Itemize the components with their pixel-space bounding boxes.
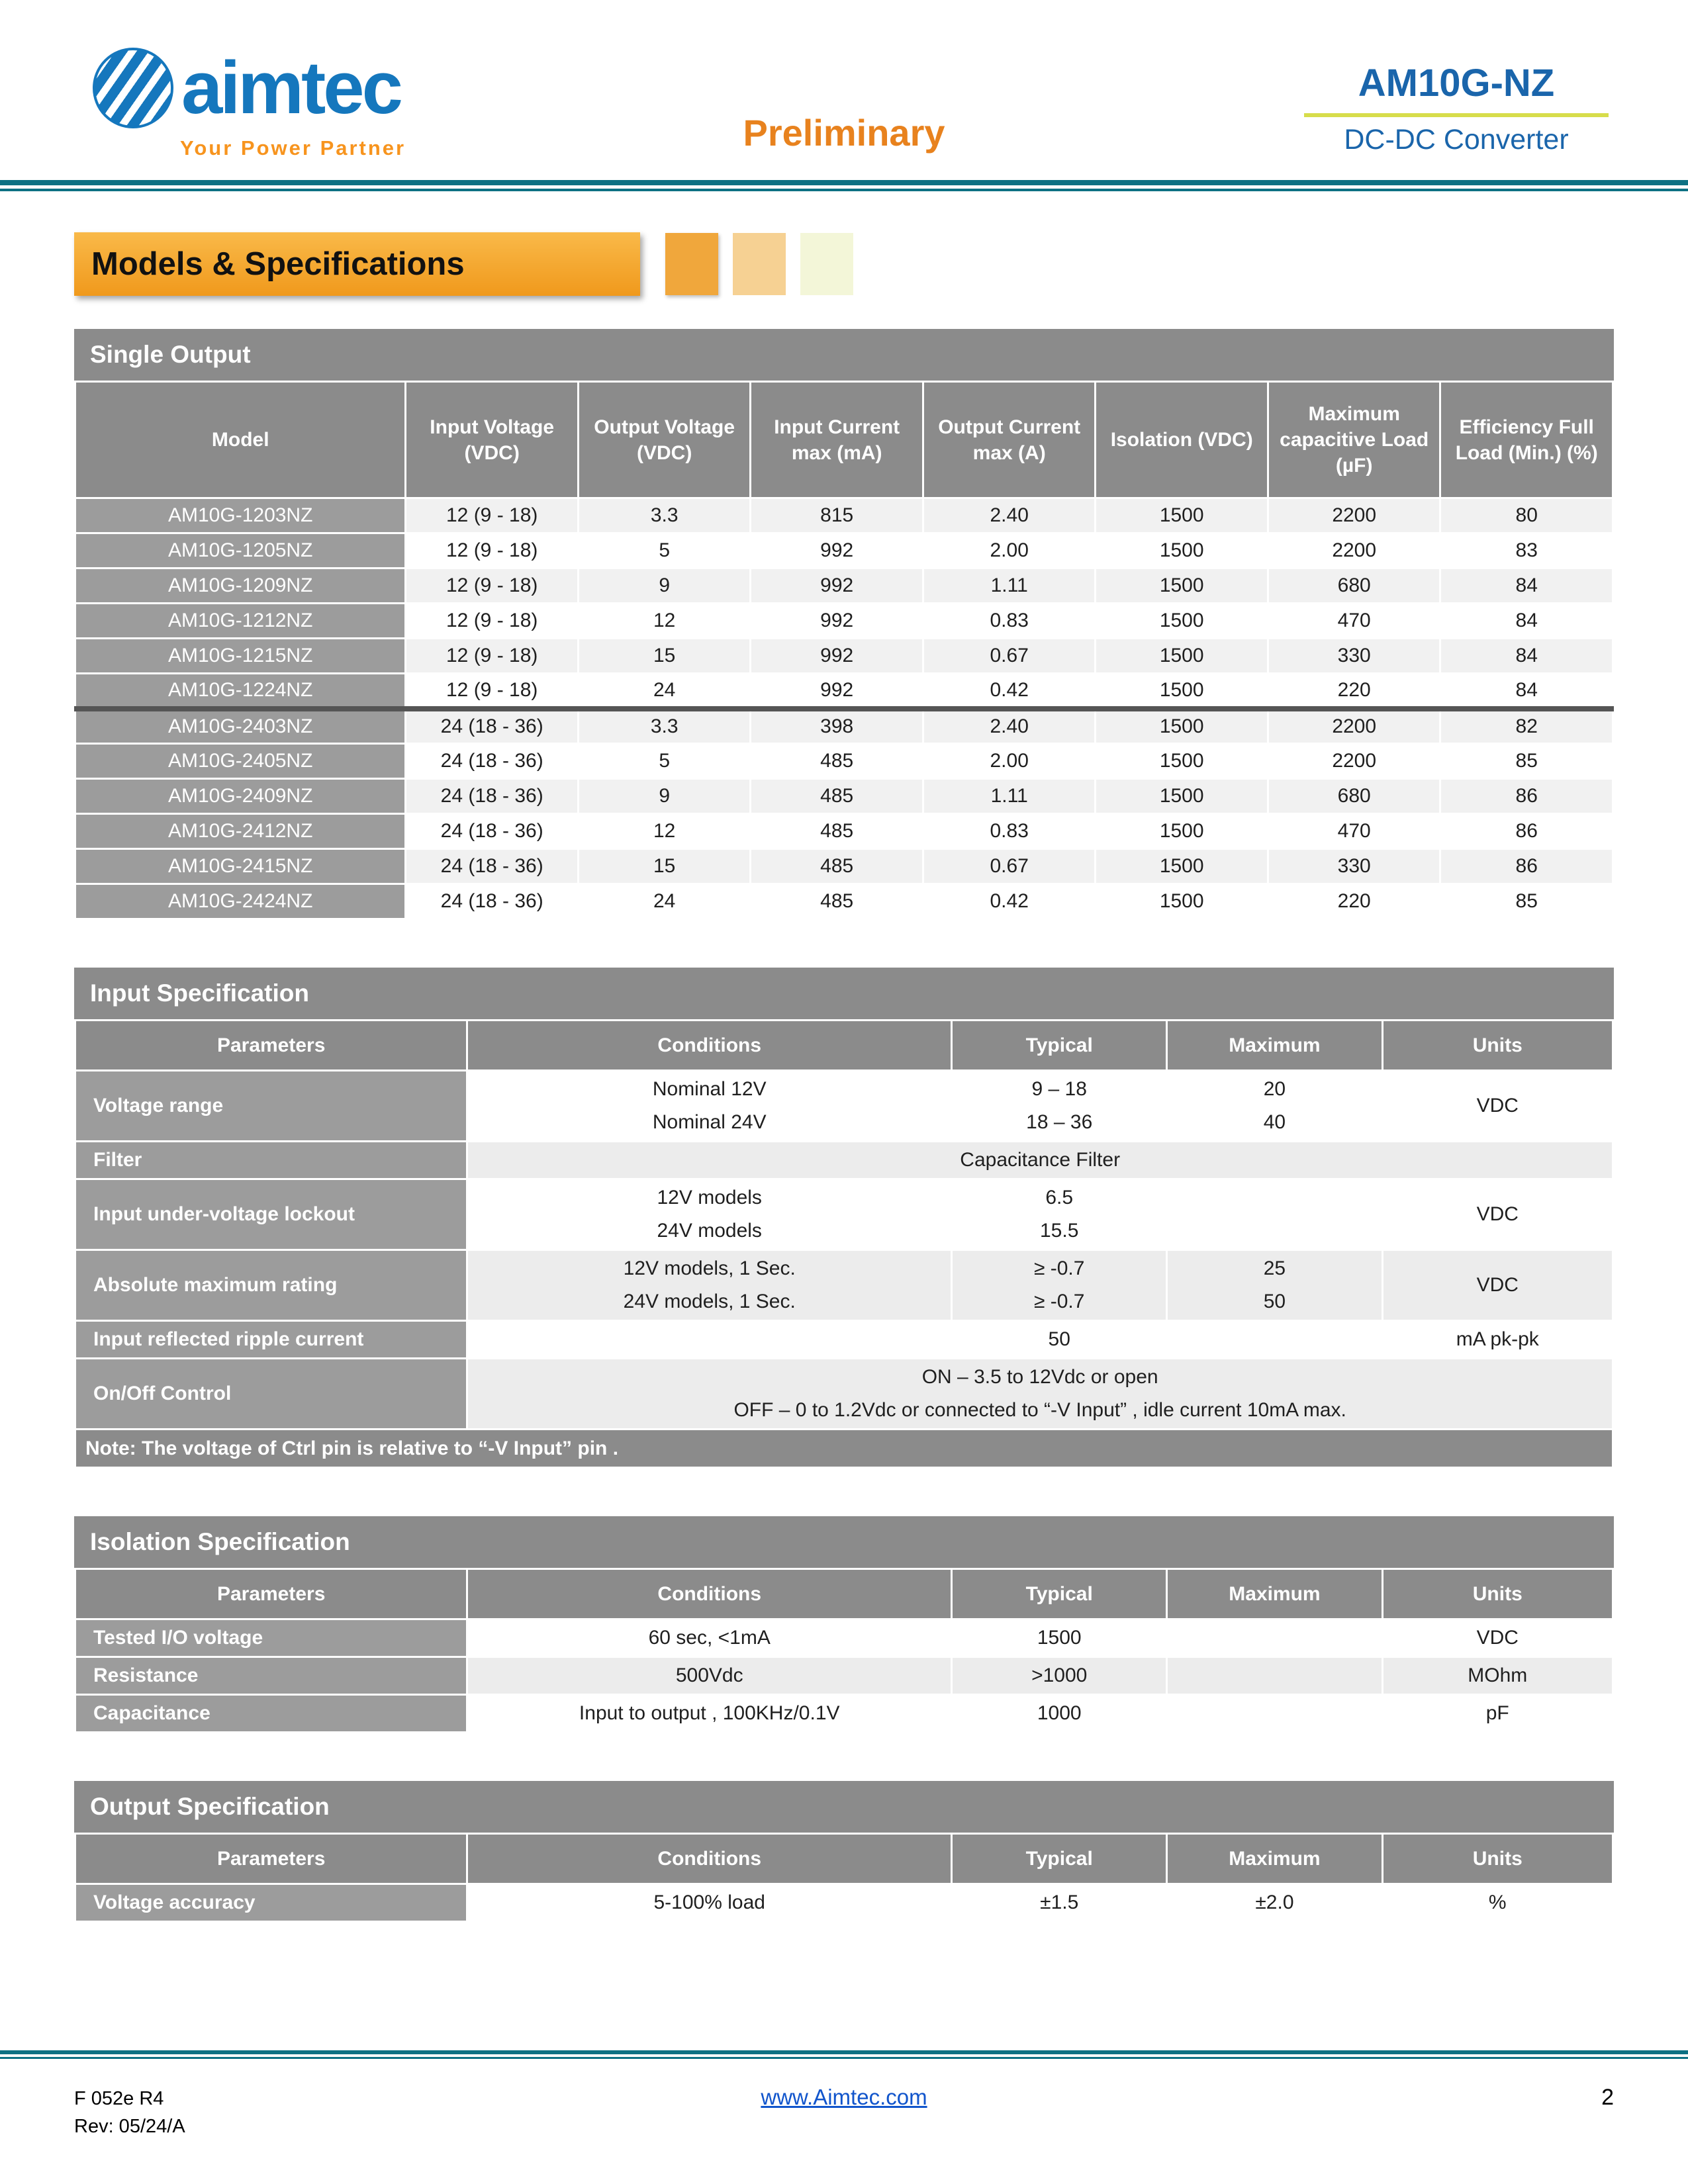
model-cell: AM10G-2415NZ [75, 849, 406, 884]
parameter-cell: Input reflected ripple current [75, 1321, 467, 1359]
value-cell: 680 [1268, 569, 1440, 604]
table-row [75, 498, 1613, 533]
model-cell: AM10G-2409NZ [75, 779, 406, 814]
value-cell: 3.3 [578, 709, 751, 744]
isolation-spec-body [75, 1619, 1613, 1733]
column-header: Maximum [1167, 1569, 1382, 1619]
value-cell: 2.00 [923, 744, 1096, 779]
value-cell: 12 (9 - 18) [406, 604, 579, 639]
conditions-cell: Nominal 12V Nominal 24V [467, 1071, 952, 1142]
value-cell: 0.83 [923, 604, 1096, 639]
column-header: Parameters [75, 1021, 467, 1071]
value-cell: 2.40 [923, 498, 1096, 533]
model-cell: AM10G-1215NZ [75, 639, 406, 674]
spec-header-row [75, 1021, 1613, 1071]
value-cell: 992 [751, 533, 923, 569]
value-cell: 24 (18 - 36) [406, 814, 579, 849]
table-row [75, 1884, 1613, 1922]
table-row [75, 1359, 1613, 1430]
section-banner-row [74, 232, 1614, 296]
value-cell: 12 (9 - 18) [406, 569, 579, 604]
page-content [0, 232, 1688, 1923]
table-title: Input Specification [74, 968, 1614, 1019]
table-title: Output Specification [74, 1781, 1614, 1833]
decorative-squares [665, 233, 853, 295]
value-cell: 2200 [1268, 709, 1440, 744]
table-row [75, 1619, 1613, 1657]
page-footer [74, 2085, 1614, 2140]
value-cell: 992 [751, 639, 923, 674]
value-cell: 220 [1268, 884, 1440, 919]
value-cell: 1.11 [923, 569, 1096, 604]
model-cell: AM10G-2424NZ [75, 884, 406, 919]
value-cell: 15 [578, 849, 751, 884]
note-cell: Note: The voltage of Ctrl pin is relative to “-V Input” pin . [75, 1430, 1613, 1468]
maximum-cell: ±2.0 [1167, 1884, 1382, 1922]
typical-cell: 6.5 15.5 [952, 1179, 1167, 1250]
rule-line [0, 2057, 1688, 2059]
isolation-spec-table [74, 1568, 1614, 1733]
value-cell: 1500 [1096, 604, 1268, 639]
value-cell: 470 [1268, 814, 1440, 849]
single-output-section [74, 329, 1614, 920]
merged-value-cell: ON – 3.5 to 12Vdc or open OFF – 0 to 1.2Vdc or connected to “-V Input” , idle current 10mA max. [467, 1359, 1613, 1430]
value-cell: 485 [751, 884, 923, 919]
table-row [75, 779, 1613, 814]
parameter-cell: Tested I/O voltage [75, 1619, 467, 1657]
value-cell: 0.67 [923, 639, 1096, 674]
units-cell: pF [1382, 1695, 1613, 1733]
value-cell: 1500 [1096, 779, 1268, 814]
units-cell: % [1382, 1884, 1613, 1922]
typical-cell: ≥ -0.7 ≥ -0.7 [952, 1250, 1167, 1321]
value-cell: 80 [1440, 498, 1613, 533]
document-info [74, 2085, 587, 2140]
value-cell: 24 (18 - 36) [406, 744, 579, 779]
value-cell: 0.83 [923, 814, 1096, 849]
preliminary-label: Preliminary [743, 112, 945, 154]
website-link[interactable]: www.Aimtec.com [761, 2085, 927, 2109]
value-cell: 1500 [1096, 814, 1268, 849]
table-row [75, 674, 1613, 709]
value-cell: 24 [578, 674, 751, 709]
table-row [75, 1695, 1613, 1733]
accent-underline [1304, 113, 1609, 117]
merged-value-cell: Capacitance Filter [467, 1142, 1613, 1179]
page-header [0, 0, 1688, 180]
column-header: Typical [952, 1569, 1167, 1619]
column-header: Input Current max (mA) [751, 382, 923, 498]
typical-cell: >1000 [952, 1657, 1167, 1695]
value-cell: 1500 [1096, 569, 1268, 604]
column-header: Output Current max (A) [923, 382, 1096, 498]
value-cell: 15 [578, 639, 751, 674]
column-header: Efficiency Full Load (Min.) (%) [1440, 382, 1613, 498]
doc-revision: Rev: 05/24/A [74, 2116, 185, 2138]
doc-number: F 052e R4 [74, 2088, 164, 2109]
column-header: Isolation (VDC) [1096, 382, 1268, 498]
value-cell: 0.67 [923, 849, 1096, 884]
maximum-cell [1167, 1179, 1382, 1250]
maximum-cell [1167, 1695, 1382, 1733]
table-title: Isolation Specification [74, 1516, 1614, 1568]
footer-center [587, 2085, 1100, 2110]
value-cell: 84 [1440, 569, 1613, 604]
spec-header-row [75, 1569, 1613, 1619]
maximum-cell: 25 50 [1167, 1250, 1382, 1321]
value-cell: 86 [1440, 849, 1613, 884]
input-spec-table [74, 1019, 1614, 1469]
value-cell: 0.42 [923, 884, 1096, 919]
value-cell: 12 (9 - 18) [406, 674, 579, 709]
column-header: Input Voltage (VDC) [406, 382, 579, 498]
units-cell: VDC [1382, 1071, 1613, 1142]
model-cell: AM10G-1205NZ [75, 533, 406, 569]
units-cell: VDC [1382, 1250, 1613, 1321]
value-cell: 992 [751, 674, 923, 709]
conditions-cell: 12V models 24V models [467, 1179, 952, 1250]
typical-cell: 50 [952, 1321, 1167, 1359]
value-cell: 1500 [1096, 884, 1268, 919]
column-header: Maximum capacitive Load (µF) [1268, 382, 1440, 498]
table-row [75, 884, 1613, 919]
spec-header-row [75, 1834, 1613, 1884]
value-cell: 12 [578, 604, 751, 639]
column-header: Parameters [75, 1569, 467, 1619]
column-header: Conditions [467, 1021, 952, 1071]
logo-text: aimtec [181, 46, 400, 129]
value-cell: 2.00 [923, 533, 1096, 569]
value-cell: 1500 [1096, 674, 1268, 709]
table-row [75, 709, 1613, 744]
single-output-body [75, 498, 1613, 919]
value-cell: 83 [1440, 533, 1613, 569]
maximum-cell [1167, 1657, 1382, 1695]
value-cell: 9 [578, 569, 751, 604]
maximum-cell [1167, 1619, 1382, 1657]
column-header: Typical [952, 1834, 1167, 1884]
value-cell: 12 (9 - 18) [406, 498, 579, 533]
parameter-cell: Filter [75, 1142, 467, 1179]
value-cell: 992 [751, 604, 923, 639]
model-cell: AM10G-1209NZ [75, 569, 406, 604]
value-cell: 2200 [1268, 744, 1440, 779]
table-row [75, 814, 1613, 849]
value-cell: 815 [751, 498, 923, 533]
conditions-cell: 500Vdc [467, 1657, 952, 1695]
product-block [1304, 61, 1609, 156]
maximum-cell: 20 40 [1167, 1071, 1382, 1142]
parameter-cell: Input under-voltage lockout [75, 1179, 467, 1250]
table-row [75, 604, 1613, 639]
rule-line [0, 180, 1688, 185]
column-header: Model [75, 382, 406, 498]
value-cell: 992 [751, 569, 923, 604]
table-row [75, 744, 1613, 779]
table-row [75, 1071, 1613, 1142]
product-type: DC-DC Converter [1344, 124, 1569, 156]
parameter-cell: Voltage accuracy [75, 1884, 467, 1922]
value-cell: 330 [1268, 639, 1440, 674]
column-header: Typical [952, 1021, 1167, 1071]
product-name: AM10G-NZ [1358, 62, 1555, 105]
model-cell: AM10G-2405NZ [75, 744, 406, 779]
table-row [75, 1142, 1613, 1179]
column-header: Units [1382, 1021, 1613, 1071]
typical-cell: ±1.5 [952, 1884, 1167, 1922]
parameter-cell: Voltage range [75, 1071, 467, 1142]
value-cell: 1500 [1096, 639, 1268, 674]
logo-tagline: Your Power Partner [180, 136, 406, 159]
input-spec-body [75, 1071, 1613, 1468]
column-header: Parameters [75, 1834, 467, 1884]
rule-line [0, 189, 1688, 191]
decorative-square [800, 233, 853, 295]
value-cell: 24 (18 - 36) [406, 779, 579, 814]
value-cell: 84 [1440, 639, 1613, 674]
column-header: Conditions [467, 1834, 952, 1884]
value-cell: 485 [751, 779, 923, 814]
value-cell: 12 (9 - 18) [406, 639, 579, 674]
parameter-cell: Capacitance [75, 1695, 467, 1733]
table-row [75, 1321, 1613, 1359]
value-cell: 485 [751, 814, 923, 849]
value-cell: 2200 [1268, 498, 1440, 533]
input-spec-section [74, 968, 1614, 1469]
table-row [75, 1250, 1613, 1321]
table-row [75, 569, 1613, 604]
value-cell: 3.3 [578, 498, 751, 533]
conditions-cell [467, 1321, 952, 1359]
conditions-cell: 60 sec, <1mA [467, 1619, 952, 1657]
output-spec-section [74, 1781, 1614, 1923]
rule-line [0, 2050, 1688, 2054]
isolation-spec-section [74, 1516, 1614, 1733]
models-header-row [75, 382, 1613, 498]
model-cell: AM10G-2412NZ [75, 814, 406, 849]
header-rule [0, 180, 1688, 191]
footer-rule [0, 2050, 1688, 2059]
units-cell: VDC [1382, 1179, 1613, 1250]
value-cell: 5 [578, 744, 751, 779]
table-row [75, 1657, 1613, 1695]
value-cell: 84 [1440, 604, 1613, 639]
table-row [75, 1179, 1613, 1250]
table-row [75, 533, 1613, 569]
conditions-cell: 5-100% load [467, 1884, 952, 1922]
parameter-cell: Absolute maximum rating [75, 1250, 467, 1321]
output-spec-body [75, 1884, 1613, 1922]
maximum-cell [1167, 1321, 1382, 1359]
value-cell: 12 [578, 814, 751, 849]
section-banner-label: Models & Specifications [91, 246, 465, 282]
value-cell: 2200 [1268, 533, 1440, 569]
value-cell: 86 [1440, 814, 1613, 849]
value-cell: 220 [1268, 674, 1440, 709]
typical-cell: 1500 [952, 1619, 1167, 1657]
units-cell: mA pk-pk [1382, 1321, 1613, 1359]
column-header: Units [1382, 1834, 1613, 1884]
decorative-square [733, 233, 786, 295]
value-cell: 330 [1268, 849, 1440, 884]
value-cell: 9 [578, 779, 751, 814]
value-cell: 2.40 [923, 709, 1096, 744]
value-cell: 24 (18 - 36) [406, 709, 579, 744]
value-cell: 485 [751, 744, 923, 779]
section-banner [74, 232, 640, 296]
value-cell: 1500 [1096, 498, 1268, 533]
table-title: Single Output [74, 329, 1614, 381]
typical-cell: 9 – 18 18 – 36 [952, 1071, 1167, 1142]
column-header: Units [1382, 1569, 1613, 1619]
units-cell: MOhm [1382, 1657, 1613, 1695]
conditions-cell: Input to output , 100KHz/0.1V [467, 1695, 952, 1733]
value-cell: 1500 [1096, 533, 1268, 569]
model-cell: AM10G-1212NZ [75, 604, 406, 639]
column-header: Maximum [1167, 1021, 1382, 1071]
table-row [75, 639, 1613, 674]
model-cell: AM10G-1224NZ [75, 674, 406, 709]
parameter-cell: On/Off Control [75, 1359, 467, 1430]
value-cell: 85 [1440, 884, 1613, 919]
model-cell: AM10G-1203NZ [75, 498, 406, 533]
conditions-cell: 12V models, 1 Sec. 24V models, 1 Sec. [467, 1250, 952, 1321]
value-cell: 5 [578, 533, 751, 569]
value-cell: 24 (18 - 36) [406, 849, 579, 884]
table-row [75, 849, 1613, 884]
note-row [75, 1430, 1613, 1468]
page-number: 2 [1601, 2085, 1614, 2110]
column-header: Output Voltage (VDC) [578, 382, 751, 498]
value-cell: 1500 [1096, 744, 1268, 779]
value-cell: 485 [751, 849, 923, 884]
units-cell: VDC [1382, 1619, 1613, 1657]
column-header: Conditions [467, 1569, 952, 1619]
value-cell: 1500 [1096, 849, 1268, 884]
value-cell: 85 [1440, 744, 1613, 779]
value-cell: 680 [1268, 779, 1440, 814]
column-header: Maximum [1167, 1834, 1382, 1884]
value-cell: 86 [1440, 779, 1613, 814]
value-cell: 24 [578, 884, 751, 919]
typical-cell: 1000 [952, 1695, 1167, 1733]
output-spec-table [74, 1833, 1614, 1923]
decorative-square [665, 233, 718, 295]
value-cell: 24 (18 - 36) [406, 884, 579, 919]
parameter-cell: Resistance [75, 1657, 467, 1695]
value-cell: 12 (9 - 18) [406, 533, 579, 569]
value-cell: 470 [1268, 604, 1440, 639]
value-cell: 84 [1440, 674, 1613, 709]
value-cell: 0.42 [923, 674, 1096, 709]
value-cell: 82 [1440, 709, 1613, 744]
value-cell: 1500 [1096, 709, 1268, 744]
value-cell: 1.11 [923, 779, 1096, 814]
single-output-table [74, 381, 1614, 920]
model-cell: AM10G-2403NZ [75, 709, 406, 744]
value-cell: 398 [751, 709, 923, 744]
